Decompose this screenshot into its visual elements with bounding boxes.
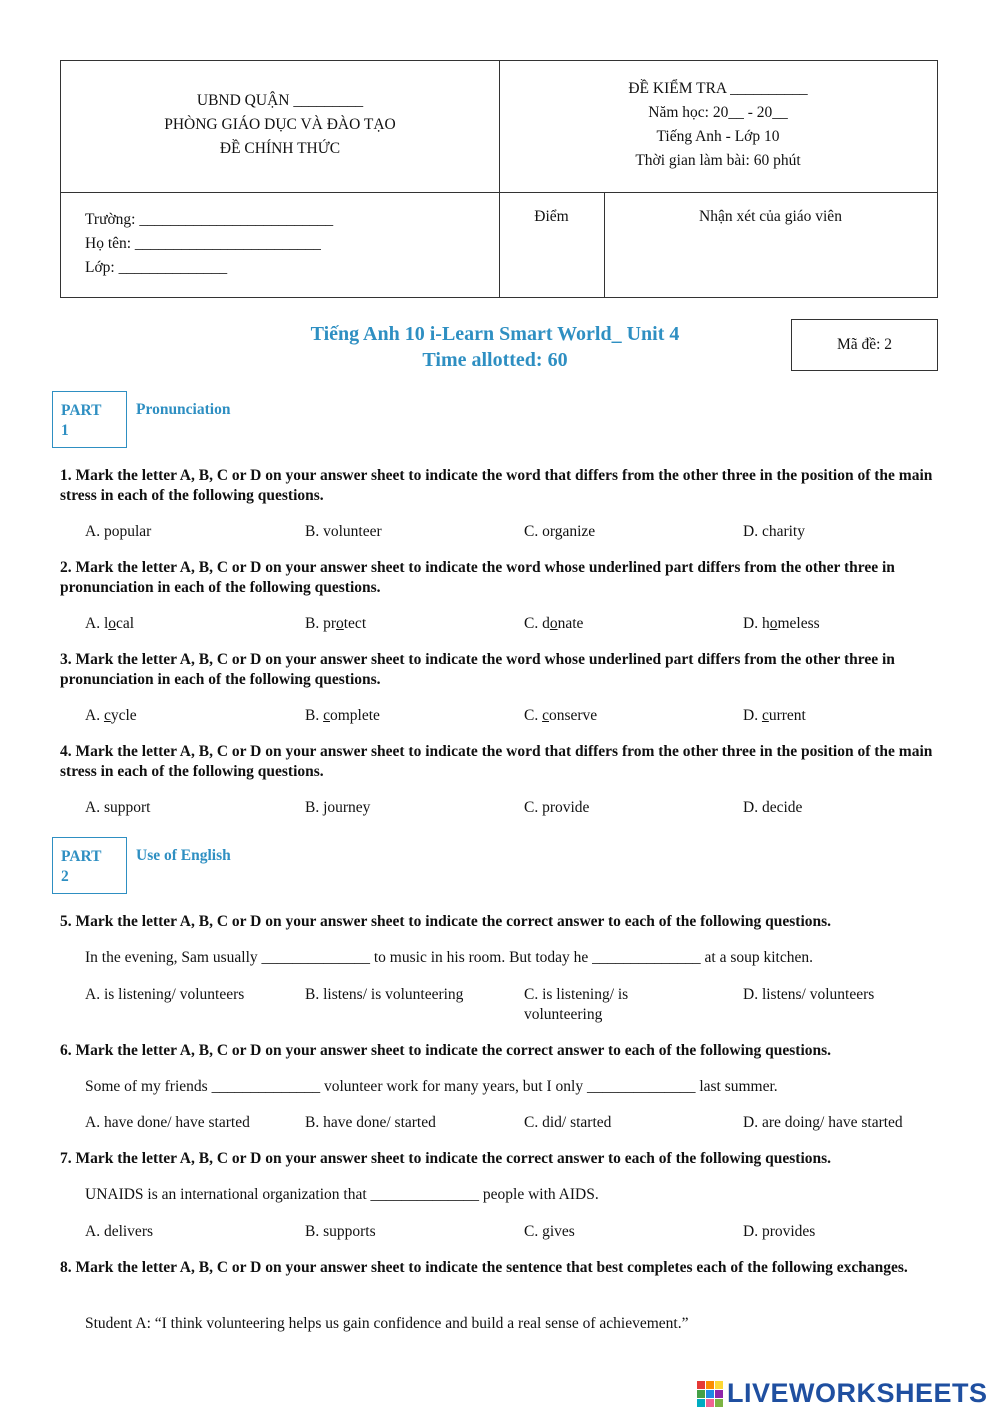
option-c[interactable]: C. is listening/ is volunteering [524,986,629,1023]
worksheet-title [200,321,790,373]
question-2: 2. Mark the letter A, B, C or D on your answer sheet to indicate the word whose underlined part differs from the other three in pronunciation in each of the following questions. [60,559,895,596]
logo-grid-icon [697,1381,723,1407]
option-a[interactable]: A. local [85,615,135,632]
option-a[interactable]: A. have done/ have started [85,1114,250,1131]
question-7-stem: UNAIDS is an international organization that ______________ people with AIDS. [85,1186,599,1203]
option-b[interactable]: B. have done/ started [305,1114,436,1131]
part-1-box [52,391,127,448]
logo-tile [706,1399,714,1407]
part-2-title: Use of English [136,847,231,864]
subject: Tiếng Anh - Lớp 10 [656,128,780,145]
option-c[interactable]: C. did/ started [524,1114,612,1131]
header-table [60,60,938,298]
question-8-stem: Student A: “I think volunteering helps us gain confidence and build a real sense of achievement.” [85,1315,689,1332]
exam-title: ĐỀ KIỂM TRA __________ [628,80,808,97]
title-line-2: Time allotted: 60 [422,349,568,371]
question-5-stem: In the evening, Sam usually ______________ to music in his room. But today he ______________ at a soup kitchen. [85,949,813,966]
option-b[interactable]: B. listens/ is volunteering [305,986,464,1003]
option-b[interactable]: B. journey [305,799,371,816]
question-7: 7. Mark the letter A, B, C or D on your answer sheet to indicate the correct answer to each of the following questions. [60,1150,832,1167]
part-number: 2 [61,868,69,885]
liveworksheets-logo[interactable] [697,1378,988,1409]
logo-tile [706,1390,714,1398]
option-a[interactable]: A. is listening/ volunteers [85,986,245,1003]
option-b[interactable]: B. complete [305,707,380,724]
option-c[interactable]: C. donate [524,615,584,632]
school-year: Năm học: 20__ - 20__ [648,104,788,121]
school-field[interactable]: Trường: _________________________ [85,211,334,228]
part-number: 1 [61,422,69,439]
official-label: ĐỀ CHÍNH THỨC [219,140,341,157]
option-a[interactable]: A. delivers [85,1223,154,1240]
option-a[interactable]: A. support [85,799,151,816]
question-8: 8. Mark the letter A, B, C or D on your answer sheet to indicate the sentence that best completes each of the following exchanges. [60,1259,908,1276]
option-c[interactable]: C. organize [524,523,596,540]
logo-tile [697,1381,705,1389]
option-a[interactable]: A. cycle [85,707,137,724]
part-label: PART [61,402,102,419]
class-field[interactable]: Lớp: ______________ [85,259,228,276]
title-line-1: Tiếng Anh 10 i-Learn Smart World_ Unit 4 [310,323,680,345]
duration: Thời gian làm bài: 60 phút [635,152,801,169]
option-b[interactable]: B. supports [305,1223,376,1240]
option-b[interactable]: B. protect [305,615,367,632]
option-d[interactable]: D. homeless [743,615,820,632]
logo-tile [697,1390,705,1398]
question-6-stem: Some of my friends ______________ volunteer work for many years, but I only ______________ last summer. [85,1078,778,1095]
part-label: PART [61,848,102,865]
question-1: 1. Mark the letter A, B, C or D on your answer sheet to indicate the word that differs from the other three in the position of the main stress in each of the following questions. [60,467,933,504]
option-d[interactable]: D. current [743,707,806,724]
option-d[interactable]: D. charity [743,523,805,540]
department-line: PHÒNG GIÁO DỤC VÀ ĐÀO TẠO [164,116,396,133]
option-d[interactable]: D. decide [743,799,803,816]
option-c[interactable]: C. conserve [524,707,598,724]
question-4: 4. Mark the letter A, B, C or D on your answer sheet to indicate the word that differs from the other three in the position of the main stress in each of the following questions. [60,743,933,780]
question-6: 6. Mark the letter A, B, C or D on your answer sheet to indicate the correct answer to each of the following questions. [60,1042,832,1059]
part-1-title: Pronunciation [136,401,231,418]
option-a[interactable]: A. popular [85,523,152,540]
authority-line: UBND QUẬN _________ [196,92,364,109]
logo-tile [715,1381,723,1389]
logo-tile [715,1399,723,1407]
part-2-box [52,837,127,894]
school-authority [61,89,499,161]
option-d[interactable]: D. are doing/ have started [743,1114,903,1131]
exam-info [499,77,937,173]
divider [61,192,937,193]
exam-code: Mã đề: 2 [791,319,938,371]
question-5: 5. Mark the letter A, B, C or D on your answer sheet to indicate the correct answer to each of the following questions. [60,913,832,930]
logo-tile [715,1390,723,1398]
logo-tile [706,1381,714,1389]
score-label: Điểm [534,208,569,225]
option-d[interactable]: D. provides [743,1223,816,1240]
teacher-comment-label: Nhận xét của giáo viên [699,208,842,225]
question-3: 3. Mark the letter A, B, C or D on your answer sheet to indicate the word whose underlined part differs from the other three in pronunciation in each of the following questions. [60,651,895,688]
option-c[interactable]: C. provide [524,799,590,816]
student-info [85,208,333,280]
logo-tile [697,1399,705,1407]
option-c[interactable]: C. gives [524,1223,575,1240]
name-field[interactable]: Họ tên: ________________________ [85,235,321,252]
option-b[interactable]: B. volunteer [305,523,382,540]
option-d[interactable]: D. listens/ volunteers [743,986,875,1003]
brand-text: LIVEWORKSHEETS [727,1378,988,1408]
